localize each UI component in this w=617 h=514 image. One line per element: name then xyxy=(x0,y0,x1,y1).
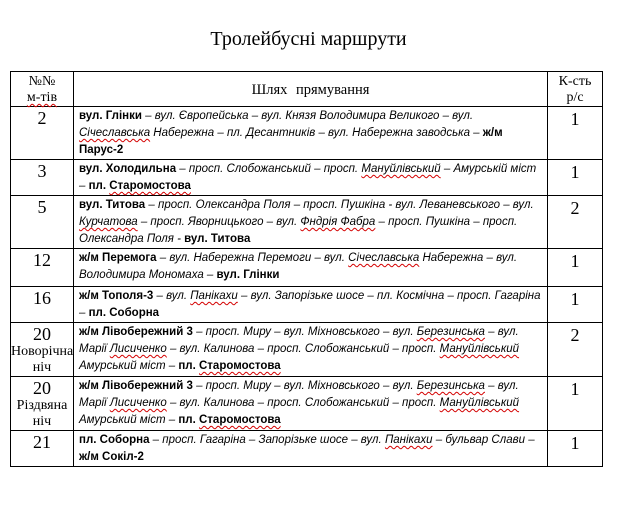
path-segment: – Амурській міст – xyxy=(79,163,537,192)
route-number-cell xyxy=(11,323,74,377)
path-segment: ж/м Сокіл-2 xyxy=(79,451,144,463)
route-path-cell xyxy=(74,431,548,467)
path-segment: вул. Титова xyxy=(184,233,251,245)
table-body xyxy=(11,107,603,467)
path-segment: – просп. Яворницького – вул. xyxy=(137,216,301,228)
route-number-note: ніч xyxy=(32,414,52,429)
route-number: 3 xyxy=(37,161,47,181)
path-segment: – вул. Запорізьке шосе – пл. Космічна – просп. Гагаріна – xyxy=(79,290,541,319)
path-segment: – просп. Олександра Поля – просп. Пушкіна - вул. Леваневського – вул. xyxy=(145,199,534,211)
path-segment: пл. xyxy=(178,414,199,426)
route-number: 12 xyxy=(33,250,51,270)
path-segment: – вул. Марії xyxy=(79,326,519,355)
path-segment: Амурський міст – xyxy=(79,414,179,426)
trip-count-cell: 1 xyxy=(548,431,603,467)
trip-count-cell: 1 xyxy=(548,249,603,287)
route-number-cell xyxy=(11,287,74,323)
path-segment: Березинська xyxy=(416,326,485,338)
route-number-cell xyxy=(11,196,74,249)
path-segment: ж/м Тополя-3 xyxy=(79,290,157,302)
path-segment: Старомостова xyxy=(109,180,191,192)
path-segment: Панікахи xyxy=(384,434,433,446)
path-segment: пл. Соборна xyxy=(79,434,153,446)
route-number: 20 xyxy=(33,324,51,344)
path-segment: ж/м Лівобережний 3 xyxy=(79,326,197,338)
header-trip-count xyxy=(548,72,603,107)
trip-count-cell: 1 xyxy=(548,107,603,160)
header-route-number-line1: №№ xyxy=(28,74,56,89)
header-trip-count-line2: р/с xyxy=(566,90,584,105)
table-row xyxy=(11,160,603,196)
path-segment: Лисиченко xyxy=(109,397,167,409)
path-segment: Амурський міст – xyxy=(79,360,179,372)
route-number-note: Новорічна xyxy=(11,344,74,359)
path-segment: вул. Титова xyxy=(79,199,146,211)
table-row xyxy=(11,431,603,467)
route-number: 5 xyxy=(37,197,47,217)
path-segment: вул. Холодильна xyxy=(79,163,180,175)
route-number: 20 xyxy=(33,378,51,398)
path-segment: – просп. Слобожанський – просп. xyxy=(179,163,362,175)
path-segment: – просп. Миру – вул. Міхновського – вул. xyxy=(196,380,417,392)
path-segment: – вул. Калинова – просп. Слобожанський – просп. xyxy=(166,397,440,409)
path-segment: – просп. Пушкіна – просп. Олександра Поля - xyxy=(79,216,518,245)
path-segment: Мануйлівський xyxy=(439,397,520,409)
header-trip-count-line1: К-сть xyxy=(558,74,592,89)
route-number-cell xyxy=(11,107,74,160)
table-row xyxy=(11,377,603,431)
route-path-cell xyxy=(74,377,548,431)
path-segment: – вул. Калинова – просп. Слобожанський – просп. xyxy=(166,343,440,355)
header-route-number xyxy=(11,72,74,107)
header-route-number-line2: м-тів xyxy=(26,90,58,105)
path-segment: Набережна – вул. Володимира Мономаха – xyxy=(79,252,518,281)
route-number-cell xyxy=(11,431,74,467)
path-segment: Мануйлівський xyxy=(361,163,441,175)
path-segment: вул. Глінки xyxy=(216,269,280,281)
header-row xyxy=(11,72,603,107)
route-number: 16 xyxy=(33,288,51,308)
path-segment: – вул. Набережна Перемоги – вул. xyxy=(159,252,349,264)
path-segment: ж/м Парус-2 xyxy=(79,127,503,156)
path-segment: Фндрія Фабра xyxy=(300,216,376,228)
route-number-note: Різдвяна xyxy=(16,398,68,413)
trip-count-cell: 1 xyxy=(548,287,603,323)
path-segment: – бульвар Слави – xyxy=(432,434,535,446)
header-route-path: Шлях прямування xyxy=(74,72,548,107)
path-segment: Курчатова xyxy=(79,216,138,228)
path-segment: Січеславська xyxy=(79,127,151,139)
path-segment: Старомостова xyxy=(199,414,281,426)
route-path-cell xyxy=(74,107,548,160)
route-path-cell xyxy=(74,323,548,377)
path-segment: – просп. Гагаріна – Запорізьке шосе – вул. xyxy=(152,434,385,446)
path-segment: вул. Глінки xyxy=(79,110,146,122)
trip-count-cell: 2 xyxy=(548,323,603,377)
route-number: 2 xyxy=(37,108,47,128)
table-row xyxy=(11,107,603,160)
table-header xyxy=(11,72,603,107)
route-path-cell xyxy=(74,196,548,249)
path-segment: пл. xyxy=(88,180,110,192)
path-segment: Березинська xyxy=(416,380,485,392)
table-row xyxy=(11,323,603,377)
path-segment: Мануйлівський xyxy=(439,343,520,355)
routes-table xyxy=(10,71,603,467)
path-segment: пл. Соборна xyxy=(88,307,160,319)
path-segment: Панікахи xyxy=(190,290,238,302)
route-number: 21 xyxy=(33,432,51,452)
path-segment: Набережна – пл. Десантників – вул. Набережна заводська – xyxy=(150,127,483,139)
route-path-cell xyxy=(74,249,548,287)
path-segment: пл. xyxy=(178,360,199,372)
path-segment: Січеславська xyxy=(348,252,420,264)
path-segment: ж/м Перемога xyxy=(79,252,160,264)
route-number-cell xyxy=(11,377,74,431)
route-number-cell xyxy=(11,249,74,287)
path-segment: Лисиченко xyxy=(109,343,167,355)
table-row xyxy=(11,196,603,249)
table-row xyxy=(11,287,603,323)
path-segment: ж/м Лівобережний 3 xyxy=(79,380,197,392)
path-segment: – просп. Миру – вул. Міхновського – вул. xyxy=(196,326,417,338)
trip-count-cell: 2 xyxy=(548,196,603,249)
path-segment: Старомостова xyxy=(199,360,281,372)
table-row xyxy=(11,249,603,287)
trip-count-cell: 1 xyxy=(548,377,603,431)
page-title: Тролейбусні маршрути xyxy=(210,28,407,50)
path-segment: – вул. Марії xyxy=(79,380,519,409)
trip-count-cell: 1 xyxy=(548,160,603,196)
route-number-note: ніч xyxy=(32,360,52,375)
route-number-cell xyxy=(11,160,74,196)
route-path-cell xyxy=(74,287,548,323)
route-path-cell xyxy=(74,160,548,196)
path-segment: – вул. Європейська – вул. Князя Володимира Великого – вул. xyxy=(145,110,474,122)
path-segment: – вул. xyxy=(156,290,191,302)
